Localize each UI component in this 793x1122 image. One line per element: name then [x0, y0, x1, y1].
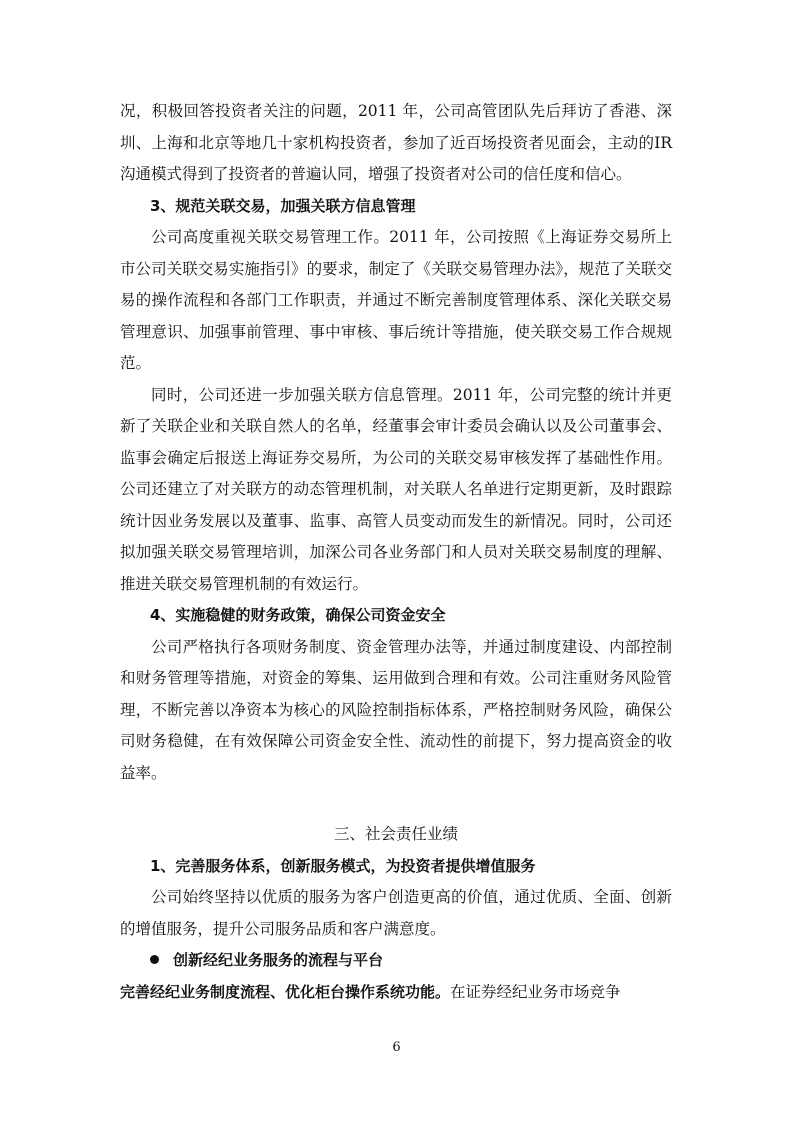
paragraph-continued: 况，积极回答投资者关注的问题，2011 年，公司高管团队先后拜访了香港、深圳、上海和北京等地几十家机构投资者，参加了近百场投资者见面会，主动的IR 沟通模式得到了投资者的普遍认同，增强了投资者对公司的信任度和信心。: [120, 102, 672, 183]
subheading-financial-policy: 4、实施稳健的财务政策，确保公司资金安全: [150, 606, 446, 624]
section-title-social-responsibility: 三、社会责任业绩: [333, 825, 458, 843]
paragraph-brokerage-process: [120, 977, 672, 1009]
paragraph-service-system: 公司始终坚持以优质的服务为客户创造更高的价值，通过优质、全面、创新的增值服务，提升公司服务品质和客户满意度。: [120, 888, 672, 938]
paragraph-financial-policy: 公司严格执行各项财务制度、资金管理办法等，并通过制度建设、内部控制和财务管理等措施，对资金的筹集、运用做到合理和有效。公司注重财务风险管理，不断完善以净资本为核心的风险控制指标体系，严格控制财务风险，确保公司财务稳健，在有效保障公司资金安全性、流动性的前提下，努力提高资金的收益率。: [120, 637, 672, 782]
bullet-heading-brokerage-innovation: [120, 945, 672, 977]
page-number: 6: [392, 1040, 401, 1055]
subheading-service-system: 1、完善服务体系，创新服务模式，为投资者提供增值服务: [150, 856, 536, 875]
paragraph-body: 在证券经纪业务市场竞争: [450, 982, 621, 1001]
paragraph-lead-bold: 完善经纪业务制度流程、优化柜台操作系统功能。: [120, 982, 451, 1001]
paragraph-related-party-management: 公司高度重视关联交易管理工作。2011 年，公司按照《上海证券交易所上市公司关联交易实施指引》的要求，制定了《关联交易管理办法》，规范了关联交易的操作流程和各部门工作职责，并通过不断完善制度管理体系、深化关联交易管理意识、加强事前管理、事中审核、事后统计等措施，使关联交易工作合规规范。: [120, 228, 672, 372]
bullet-dot-icon: [150, 955, 159, 964]
page-content: [120, 96, 672, 1008]
bullet-heading-text: 创新经纪业务服务的流程与平台: [173, 951, 384, 969]
paragraph-related-party-information: 同时，公司还进一步加强关联方信息管理。2011 年，公司完整的统计并更新了关联企业和关联自然人的名单，经董事会审计委员会确认以及公司董事会、监事会确定后报送上海证券交易所，为公司的关联交易审核发挥了基础性作用。公司还建立了对关联方的动态管理机制，对关联人名单进行定期更新，及时跟踪统计因业务发展以及董事、监事、高管人员变动而发生的新情况。同时，公司还拟加强关联交易管理培训，加深公司各业务部门和人员对关联交易制度的理解、推进关联交易管理机制的有效运行。: [120, 385, 672, 593]
subheading-related-party-transactions: 3、规范关联交易，加强关联方信息管理: [150, 196, 416, 215]
